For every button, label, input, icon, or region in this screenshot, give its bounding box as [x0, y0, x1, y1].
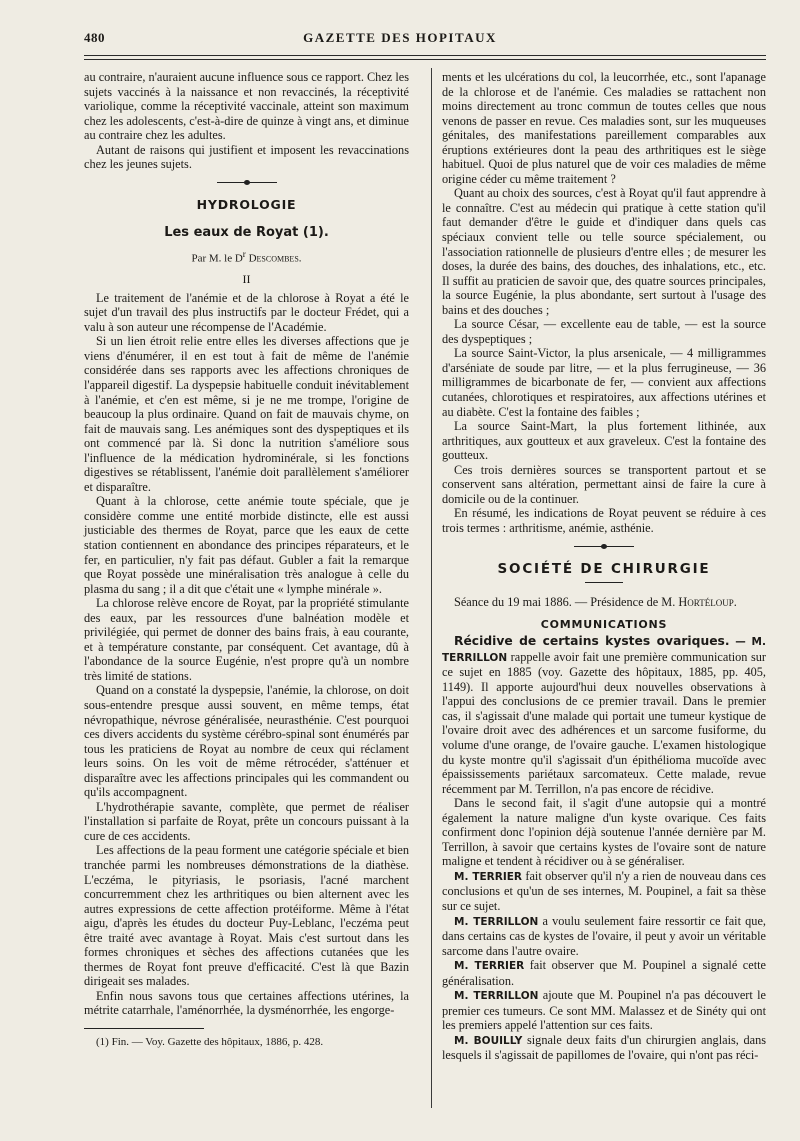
paragraph: Les affections de la peau forment une catégorie spéciale et bien tranchée parmi les nombreuses démonstrations de la diathèse. L'eczéma, le pityriasis, le psoriasis, l'acné marchent concurremment chez les arthritiques ou bien alternent avec les autres expressions de cette affection protéiforme. Même à l'état aigu, d'après les études du docteur Puy-Leblanc, l'eczéma peut être traité avec avantage à Royat. Mais c'est surtout dans les formes chroniques et sèches des affections cutanées que les thermes de Royat font preuve d'efficacité. C'est là que Bazin dirigeait ses malades. — [84, 843, 409, 989]
header-rule — [84, 55, 766, 56]
paragraph-text: a voulu seulement faire ressortir ce fait que, dans certains cas de kystes de l'ovaire, il peut y avoir un véritable sarcome dans l'autre ovaire. — [442, 913, 766, 958]
section-title: SOCIÉTÉ DE CHIRURGIE — [497, 560, 711, 577]
paragraph — [442, 988, 766, 1033]
byline — [84, 247, 409, 266]
topic-title: Récidive de certains kystes ovariques. — [454, 634, 730, 649]
header-rule-double — [84, 59, 766, 60]
author-name: Descombes. — [248, 252, 302, 265]
footnote: (1) Fin. — Voy. Gazette des hôpitaux, 1886, p. 428. — [96, 1036, 324, 1049]
page-number: 480 — [84, 30, 105, 45]
paragraph-text: ajoute que M. Poupinel n'a pas découvert le premier ces tumeurs. Ce sont MM. Malassez et de Sinéty qui ont les premiers appelé l'attention sur ces faits. — [442, 988, 766, 1033]
article-title: Les eaux de Royat (1). — [164, 225, 329, 241]
speaker-name: M. TERRIER — [454, 870, 523, 883]
paragraph: Enfin nous savons tous que certaines affections utérines, la métrite catarrhale, l'aménorrhée, la dysménorrhée, les engorge- — [84, 988, 409, 1018]
speaker-name: M. TERRILLON — [454, 915, 539, 928]
paragraph: Quand on a constaté la dyspepsie, l'anémie, la chlorose, on doit sous-entendre presque aussi souvent, en même temps, état névropathique, névrose généralisée, neurasthénie. C'est pourquoi ces divers accidents du système cérébro-spinal sont énumérés par tous les praticiens de Royat au nombre de ceux qui réclament leurs soins. On les voit de même rétrocéder, s'atténuer et disparaître avec les affections principales qui les commandent ou qu'ils accompagnent. — [84, 683, 409, 800]
paragraph: Ces trois dernières sources se transportent partout et se conservent sans altération, permettant ainsi de faire la cure à domicile ou de la continuer. — [442, 462, 766, 506]
ornament-divider — [442, 544, 766, 550]
speaker-name: M. BOUILLY — [454, 1034, 523, 1047]
paragraph: Si un lien étroit relie entre elles les diverses affections que je viens d'énumérer, il en est tout à fait de même de l'anémie considérée dans ses rapports avec les affections chroniques de l'appareil digestif. La dyspepsie habituelle conduit inévitablement à l'anémie, et c'en est même, si je ne me trompe, l'origine de beaucoup la plus ordinaire. Quand on fait de mauvais chyme, on fait de mauvais sang. Les anémiques sont des dyspeptiques et ils ont commencé par là. Si donc la nutrition s'améliore sous l'influence de la médication hydrominérale, si les fonctions digestives se rétablissent, l'anémie doit parallèlement s'améliorer et disparaître. — [84, 334, 409, 494]
paragraph: Autant de raisons qui justifient et imposent les revaccinations chez les jeunes sujets. — [84, 142, 409, 172]
paragraph: La source Saint-Mart, la plus fortement lithinée, aux arthritiques, aux goutteux et aux graveleux. C'est la fontaine des goutteux. — [442, 419, 766, 463]
president-name: Hortéloup. — [678, 595, 737, 610]
paragraph: La source César, — excellente eau de table, — est la source des dyspeptiques ; — [442, 317, 766, 346]
paragraph: L'hydrothérapie savante, complète, que permet de réaliser l'installation si parfaite de Royat, prête un concours puissant à la cure de ces accidents. — [84, 799, 409, 843]
paragraph: au contraire, n'auraient aucune influence sous ce rapport. Chez les sujets vaccinés à la naissance et non revaccinés, la réceptivité variolique, comme la réceptivité vaccinale, atteint son maximum chez les adolescents, c'est-à-dire de quinze à vingt ans, et diminue au contraire chez les adultes. — [84, 70, 409, 143]
paragraph-text: Dans le second fait, il s'agit d'une autopsie qui a montré également la nature maligne d'un kyste ovarique. Ces faits confirment donc l'opinion déjà soutenue l'année dernière par M. Terrillon, à savoir que certains kystes de l'ovaire sont de nature maligne et tendent à récidiver ou à se généraliser. — [442, 796, 766, 869]
paragraph: Quant au choix des sources, c'est à Royat qu'il faut apprendre à le connaître. C'est au médecin qui pratique à cette station qu'il faut demander d'être le guide et d'indiquer dans quels cas spéciaux convient telle ou telle source spécialement, ou l'association rationnelle de plusieurs d'entre elles ; de mesurer les doses, la durée des bains, des douches, des inhalations, etc., etc. Il suffit au praticien de savoir que, des quatre sources principales, la source Eugénie, la plus abondante, sert surtout à l'usage des bains et des douches ; — [442, 186, 766, 317]
paragraph — [442, 958, 766, 988]
byline-sup: r — [242, 248, 246, 259]
speaker-name: M. TERRIER — [454, 960, 525, 973]
part-numeral: II — [242, 272, 251, 287]
paragraph: La chlorose relève encore de Royat, par la propriété stimulante des eaux, par les ressources d'une balnéation modèle et privilégiée, qui permet de donner des bains frais, à eau courante, et à température constante, par conséquent. Cet avantage, dû à l'abondance de la source Eugénie, n'est propre qu'à un nombre très limité de stations. — [84, 596, 409, 683]
paragraph-text: rappelle avoir fait une première communication sur ce sujet en 1885 (voy. Gazette des hôpitaux, 1885, pp. 405, 1149). Il apporte aujourd'hui deux nouvelles observations à l'appui des conclusions de ce premier travail. Dans le premier cas, il s'agissait d'une malade qui portait une tumeur kystique de l'ovaire droit avec des adhérences et un sarcome fusiforme, du volume d'une orange, de l'ovaire gauche. L'examen histologique du kyste montre qu'il s'agissait d'un épithélioma mucoïde avec épaississements pariétaux sarcomateux. Cette malade, revue récemment par M. Terrillon, n'a pas encore de récidive. — [442, 649, 766, 796]
session-line — [442, 595, 766, 610]
paragraph — [442, 634, 766, 796]
speaker-name: M. TERRILLON — [454, 990, 539, 1003]
running-title: GAZETTE DES HOPITAUX — [303, 30, 497, 45]
right-column — [442, 70, 766, 1063]
paragraph — [442, 796, 766, 869]
paragraph: ments et les ulcérations du col, la leucorrhée, etc., sont l'apanage de la chlorose et de l'anémie. Ces maladies se rattachent non moins directement au tronc commun de toutes celles que nous venons de passer en revue. Ces maladies sont, sur les muqueuses génitales, des manifestations pareillement comparables aux éruptions extérieures dont la peau des arthritiques est le siège habituel. Quoi de plus naturel que de voir ces maladies de même origine céder cu même traitement ? — [442, 70, 766, 186]
paragraph — [442, 869, 766, 914]
paragraph-text: fait observer que M. Poupinel a signalé cette généralisation. — [442, 958, 766, 988]
speaker-name: — M. TERRILLON — [442, 636, 766, 664]
subsection-title: COMMUNICATIONS — [540, 617, 668, 631]
section-title: HYDROLOGIE — [196, 196, 297, 212]
title-rule — [585, 582, 623, 583]
session-prefix: Séance du 19 mai 1886. — Présidence de M. — [454, 595, 676, 610]
paragraph: La source Saint-Victor, la plus arsenicale, — 4 milligrammes d'arséniate de soude par litre, — et la plus ferrugineuse, — 36 milligrammes de bicarbonate de fer, — convient aux affections cutanées, chlorotiques et respiratoires, aux affections utérines et au diabète. C'est la fontaine des faibles ; — [442, 346, 766, 419]
byline-prefix: Par M. le D — [191, 252, 243, 265]
paragraph: En résumé, les indications de Royat peuvent se réduire à ces trois termes : arthritisme, anémie, asthénie. — [442, 506, 766, 535]
paragraph: Le traitement de l'anémie et de la chlorose à Royat a été le sujet d'un travail des plus instructifs par le docteur Frédet, qui a valu à son auteur une récompense de l'Académie. — [84, 290, 409, 334]
paragraph-text: signale deux faits d'un chirurgien anglais, dans lesquels il s'agissait de papillomes de l'ovaire, qui n'ont pas réci- — [442, 1032, 767, 1063]
paragraph: Quant à la chlorose, cette anémie toute spéciale, que je considère comme une entité morbide distincte, elle est aussi justiciable des thermes de Royat, parce que les eaux de cette station contiennent en abondance des principes réparateurs, et le fer, en particulier, n'y fait pas défaut. Gubler a fait la remarque que Royat possède une minéralisation très analogue à celle du plasma du sang ; il a dit que c'était une « lymphe minérale ». — [84, 494, 409, 596]
paragraph — [442, 914, 766, 959]
ornament-divider — [84, 180, 409, 186]
paragraph-text: fait observer qu'il n'y a rien de nouveau dans ces conclusions et qu'un de ses internes, M. Poupinel, a fait sa thèse sur ce sujet. — [442, 868, 767, 913]
left-column — [84, 70, 409, 1050]
footnote-rule — [84, 1028, 204, 1029]
paragraph — [442, 1033, 766, 1063]
column-divider — [431, 68, 432, 1108]
